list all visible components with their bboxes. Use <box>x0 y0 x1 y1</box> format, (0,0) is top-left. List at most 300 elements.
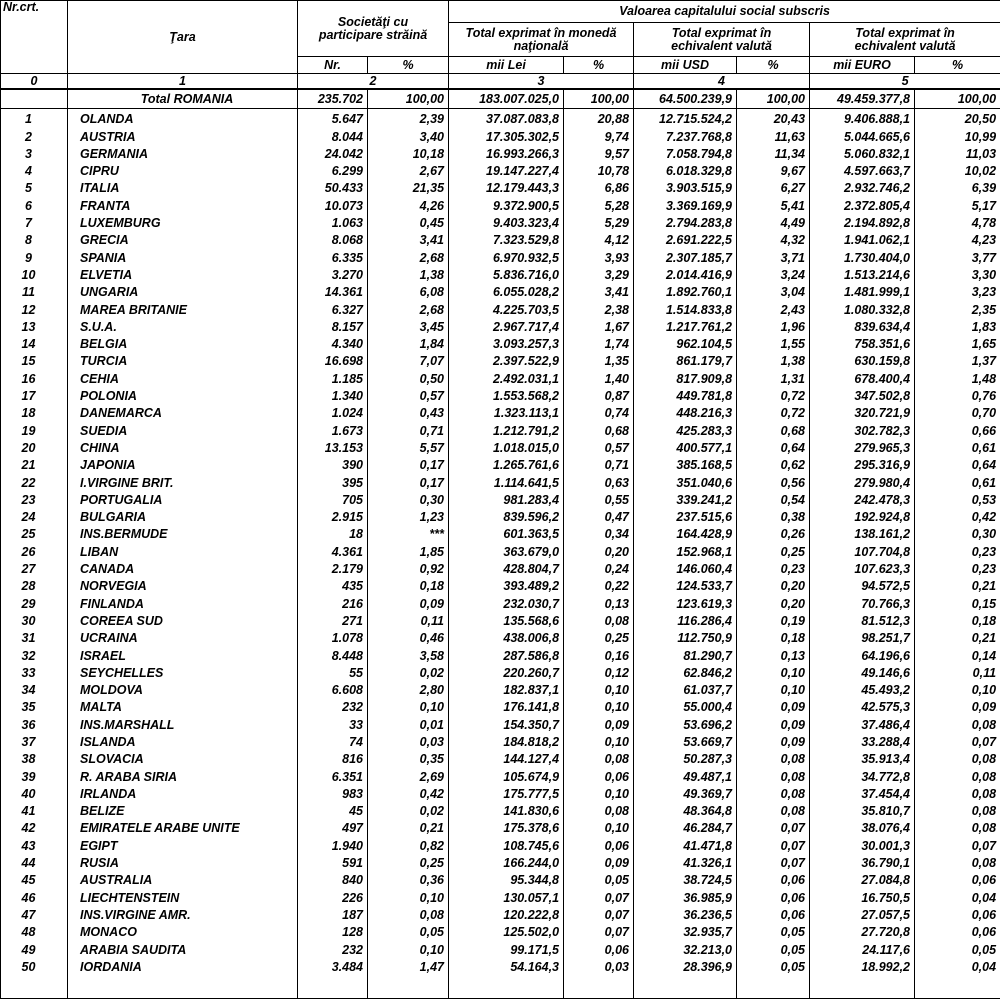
capital-usd-pct: 0,08 <box>737 749 810 766</box>
capital-lei-pct: 0,87 <box>564 386 634 403</box>
capital-euro: 36.790,1 <box>810 853 915 870</box>
companies-count: 6.608 <box>298 680 368 697</box>
capital-usd: 1.514.833,8 <box>634 299 737 316</box>
row-number: 49 <box>1 939 68 956</box>
capital-usd-pct: 0,20 <box>737 576 810 593</box>
table-row <box>1 438 1000 455</box>
row-number: 26 <box>1 541 68 558</box>
capital-usd-pct: 3,71 <box>737 247 810 264</box>
capital-euro: 33.288,4 <box>810 732 915 749</box>
capital-lei: 7.323.529,8 <box>449 230 564 247</box>
capital-lei-pct: 0,16 <box>564 645 634 662</box>
capital-lei: 4.225.703,5 <box>449 299 564 316</box>
capital-euro-pct: 0,21 <box>915 576 1000 593</box>
capital-usd-pct: 0,09 <box>737 732 810 749</box>
table-row <box>1 611 1000 628</box>
capital-lei-pct: 0,07 <box>564 922 634 939</box>
table-row <box>1 680 1000 697</box>
capital-euro-pct: 5,17 <box>915 195 1000 212</box>
capital-euro-pct: 10,99 <box>915 126 1000 143</box>
capital-usd-pct: 2,43 <box>737 299 810 316</box>
capital-lei: 1.553.568,2 <box>449 386 564 403</box>
capital-usd: 2.691.222,5 <box>634 230 737 247</box>
country-name: ARABIA SAUDITA <box>68 939 298 956</box>
capital-lei: 220.260,7 <box>449 663 564 680</box>
table-row <box>1 835 1000 852</box>
capital-usd-pct: 11,34 <box>737 144 810 161</box>
companies-count: 232 <box>298 939 368 956</box>
capital-lei: 105.674,9 <box>449 766 564 783</box>
capital-lei-pct: 3,41 <box>564 282 634 299</box>
row-number: 9 <box>1 247 68 264</box>
capital-euro: 5.044.665,6 <box>810 126 915 143</box>
country-name: EMIRATELE ARABE UNITE <box>68 818 298 835</box>
capital-euro: 107.623,3 <box>810 559 915 576</box>
table-row <box>1 299 1000 316</box>
companies-count: 1.340 <box>298 386 368 403</box>
capital-lei-pct: 1,67 <box>564 317 634 334</box>
table-row <box>1 351 1000 368</box>
companies-pct: 5,57 <box>368 438 449 455</box>
capital-usd: 81.290,7 <box>634 645 737 662</box>
row-number: 48 <box>1 922 68 939</box>
table-row <box>1 559 1000 576</box>
table-row <box>1 247 1000 264</box>
table-row <box>1 714 1000 731</box>
country-name: LIBAN <box>68 541 298 558</box>
capital-usd-pct: 3,24 <box>737 265 810 282</box>
country-name: IORDANIA <box>68 957 298 974</box>
companies-count: 6.335 <box>298 247 368 264</box>
capital-lei-pct: 0,10 <box>564 680 634 697</box>
capital-euro: 1.941.062,1 <box>810 230 915 247</box>
capital-usd: 7.058.794,8 <box>634 144 737 161</box>
capital-lei: 12.179.443,3 <box>449 178 564 195</box>
capital-usd: 425.283,3 <box>634 420 737 437</box>
companies-pct: 3,58 <box>368 645 449 662</box>
country-name: MALTA <box>68 697 298 714</box>
capital-euro-pct: 6,39 <box>915 178 1000 195</box>
row-number: 41 <box>1 801 68 818</box>
capital-lei-pct: 0,10 <box>564 784 634 801</box>
capital-lei: 37.087.083,8 <box>449 109 564 127</box>
capital-usd-pct: 0,05 <box>737 957 810 974</box>
capital-lei: 175.777,5 <box>449 784 564 801</box>
capital-euro-pct: 4,23 <box>915 230 1000 247</box>
capital-euro: 4.597.663,7 <box>810 161 915 178</box>
companies-pct: 2,80 <box>368 680 449 697</box>
capital-lei-pct: 9,57 <box>564 144 634 161</box>
capital-euro: 16.750,5 <box>810 887 915 904</box>
capital-usd: 53.696,2 <box>634 714 737 731</box>
companies-count: 18 <box>298 524 368 541</box>
capital-usd: 6.018.329,8 <box>634 161 737 178</box>
capital-lei-pct: 3,29 <box>564 265 634 282</box>
row-number: 13 <box>1 317 68 334</box>
companies-pct: 0,35 <box>368 749 449 766</box>
companies-count: 1.063 <box>298 213 368 230</box>
capital-usd: 112.750,9 <box>634 628 737 645</box>
companies-pct: 1,85 <box>368 541 449 558</box>
capital-euro: 38.076,4 <box>810 818 915 835</box>
table-row <box>1 213 1000 230</box>
total-row <box>1 89 1000 109</box>
companies-pct: 0,43 <box>368 403 449 420</box>
capital-usd-pct: 0,08 <box>737 784 810 801</box>
capital-lei-pct: 0,03 <box>564 957 634 974</box>
row-number: 36 <box>1 714 68 731</box>
capital-lei: 438.006,8 <box>449 628 564 645</box>
capital-lei-pct: 0,06 <box>564 835 634 852</box>
row-number: 50 <box>1 957 68 974</box>
companies-pct: 0,25 <box>368 853 449 870</box>
companies-pct: *** <box>368 524 449 541</box>
capital-usd: 28.396,9 <box>634 957 737 974</box>
capital-usd: 48.364,8 <box>634 801 737 818</box>
capital-lei-pct: 0,07 <box>564 887 634 904</box>
capital-lei-pct: 0,57 <box>564 438 634 455</box>
companies-count: 395 <box>298 472 368 489</box>
country-name: GERMANIA <box>68 144 298 161</box>
capital-usd-pct: 0,13 <box>737 645 810 662</box>
table-row <box>1 472 1000 489</box>
companies-pct: 0,08 <box>368 905 449 922</box>
country-name: FINLANDA <box>68 593 298 610</box>
companies-count: 1.185 <box>298 368 368 385</box>
companies-count: 6.351 <box>298 766 368 783</box>
header-societati: Societăţi cu participare străină <box>298 1 449 57</box>
row-number: 10 <box>1 265 68 282</box>
row-number: 30 <box>1 611 68 628</box>
capital-euro: 45.493,2 <box>810 680 915 697</box>
subheader-mii-euro: mii EURO <box>810 57 915 74</box>
capital-euro-pct: 0,64 <box>915 455 1000 472</box>
companies-pct: 0,10 <box>368 697 449 714</box>
capital-usd-pct: 1,31 <box>737 368 810 385</box>
companies-pct: 0,82 <box>368 835 449 852</box>
capital-euro-pct: 3,30 <box>915 265 1000 282</box>
capital-euro-pct: 0,14 <box>915 645 1000 662</box>
capital-usd: 351.040,6 <box>634 472 737 489</box>
companies-count: 3.484 <box>298 957 368 974</box>
capital-euro: 2.372.805,4 <box>810 195 915 212</box>
capital-lei-pct: 0,06 <box>564 766 634 783</box>
companies-count: 816 <box>298 749 368 766</box>
capital-euro: 1.080.332,8 <box>810 299 915 316</box>
row-number: 1 <box>1 109 68 127</box>
table-row <box>1 922 1000 939</box>
capital-usd-pct: 6,27 <box>737 178 810 195</box>
capital-usd: 237.515,6 <box>634 507 737 524</box>
capital-euro: 279.965,3 <box>810 438 915 455</box>
capital-lei-pct: 0,09 <box>564 714 634 731</box>
companies-count: 390 <box>298 455 368 472</box>
table-row <box>1 628 1000 645</box>
capital-lei: 144.127,4 <box>449 749 564 766</box>
capital-lei: 232.030,7 <box>449 593 564 610</box>
capital-euro-pct: 11,03 <box>915 144 1000 161</box>
capital-usd: 46.284,7 <box>634 818 737 835</box>
capital-lei: 135.568,6 <box>449 611 564 628</box>
capital-euro: 242.478,3 <box>810 490 915 507</box>
capital-usd: 53.669,7 <box>634 732 737 749</box>
country-name: SPANIA <box>68 247 298 264</box>
table-row <box>1 524 1000 541</box>
companies-pct: 0,10 <box>368 887 449 904</box>
capital-euro-pct: 3,23 <box>915 282 1000 299</box>
row-number: 17 <box>1 386 68 403</box>
capital-euro: 98.251,7 <box>810 628 915 645</box>
table-row <box>1 455 1000 472</box>
table-row <box>1 282 1000 299</box>
capital-usd-pct: 0,54 <box>737 490 810 507</box>
companies-pct: 3,45 <box>368 317 449 334</box>
row-number: 45 <box>1 870 68 887</box>
capital-lei: 99.171,5 <box>449 939 564 956</box>
capital-usd: 448.216,3 <box>634 403 737 420</box>
capital-lei: 175.378,6 <box>449 818 564 835</box>
capital-euro-pct: 10,02 <box>915 161 1000 178</box>
row-number: 4 <box>1 161 68 178</box>
capital-lei: 54.164,3 <box>449 957 564 974</box>
companies-pct: 0,18 <box>368 576 449 593</box>
capital-euro-pct: 0,08 <box>915 784 1000 801</box>
companies-pct: 0,36 <box>368 870 449 887</box>
row-number: 16 <box>1 368 68 385</box>
country-name: OLANDA <box>68 109 298 127</box>
capital-lei: 9.372.900,5 <box>449 195 564 212</box>
table-row <box>1 386 1000 403</box>
capital-euro-pct: 0,61 <box>915 472 1000 489</box>
companies-count: 1.940 <box>298 835 368 852</box>
capital-euro: 2.194.892,8 <box>810 213 915 230</box>
capital-usd: 146.060,4 <box>634 559 737 576</box>
capital-euro-pct: 0,08 <box>915 801 1000 818</box>
capital-euro: 630.159,8 <box>810 351 915 368</box>
capital-lei-pct: 0,25 <box>564 628 634 645</box>
capital-lei-pct: 6,86 <box>564 178 634 195</box>
country-name: BULGARIA <box>68 507 298 524</box>
companies-pct: 10,18 <box>368 144 449 161</box>
capital-euro-pct: 2,35 <box>915 299 1000 316</box>
capital-euro: 30.001,3 <box>810 835 915 852</box>
country-name: ITALIA <box>68 178 298 195</box>
companies-pct: 0,05 <box>368 922 449 939</box>
capital-usd: 123.619,3 <box>634 593 737 610</box>
row-number: 20 <box>1 438 68 455</box>
capital-usd-pct: 0,25 <box>737 541 810 558</box>
companies-count: 705 <box>298 490 368 507</box>
total-nr: 235.702 <box>298 89 368 109</box>
country-name: SUEDIA <box>68 420 298 437</box>
country-name: DANEMARCA <box>68 403 298 420</box>
row-number: 39 <box>1 766 68 783</box>
capital-euro-pct: 1,65 <box>915 334 1000 351</box>
capital-euro: 347.502,8 <box>810 386 915 403</box>
capital-usd: 1.217.761,2 <box>634 317 737 334</box>
capital-usd-pct: 1,55 <box>737 334 810 351</box>
subheader-pct: % <box>564 57 634 74</box>
capital-lei: 141.830,6 <box>449 801 564 818</box>
country-name: MONACO <box>68 922 298 939</box>
capital-euro-pct: 0,21 <box>915 628 1000 645</box>
capital-usd: 2.307.185,7 <box>634 247 737 264</box>
capital-lei: 17.305.302,5 <box>449 126 564 143</box>
table-row <box>1 420 1000 437</box>
capital-usd-pct: 20,43 <box>737 109 810 127</box>
capital-usd: 61.037,7 <box>634 680 737 697</box>
table-row <box>1 749 1000 766</box>
capital-lei-pct: 0,63 <box>564 472 634 489</box>
capital-lei-pct: 0,08 <box>564 749 634 766</box>
capital-lei-pct: 1,40 <box>564 368 634 385</box>
capital-usd-pct: 0,06 <box>737 887 810 904</box>
companies-pct: 2,69 <box>368 766 449 783</box>
capital-euro: 1.730.404,0 <box>810 247 915 264</box>
table-row <box>1 334 1000 351</box>
capital-lei-pct: 0,13 <box>564 593 634 610</box>
country-name: FRANTA <box>68 195 298 212</box>
companies-count: 1.024 <box>298 403 368 420</box>
capital-euro-pct: 0,30 <box>915 524 1000 541</box>
capital-lei: 176.141,8 <box>449 697 564 714</box>
companies-count: 6.299 <box>298 161 368 178</box>
capital-lei-pct: 1,35 <box>564 351 634 368</box>
subheader-pct: % <box>737 57 810 74</box>
capital-usd-pct: 0,10 <box>737 663 810 680</box>
capital-usd-pct: 1,38 <box>737 351 810 368</box>
capital-usd: 32.935,7 <box>634 922 737 939</box>
capital-usd: 3.903.515,9 <box>634 178 737 195</box>
row-number: 8 <box>1 230 68 247</box>
row-number: 40 <box>1 784 68 801</box>
companies-pct: 0,09 <box>368 593 449 610</box>
companies-pct: 3,40 <box>368 126 449 143</box>
row-number: 43 <box>1 835 68 852</box>
capital-usd: 41.471,8 <box>634 835 737 852</box>
index-cell: 2 <box>298 74 449 90</box>
country-name: SLOVACIA <box>68 749 298 766</box>
companies-count: 983 <box>298 784 368 801</box>
capital-euro: 37.454,4 <box>810 784 915 801</box>
capital-usd-pct: 0,06 <box>737 870 810 887</box>
capital-lei: 166.244,0 <box>449 853 564 870</box>
capital-lei: 154.350,7 <box>449 714 564 731</box>
companies-pct: 0,50 <box>368 368 449 385</box>
capital-euro-pct: 0,04 <box>915 887 1000 904</box>
row-number: 25 <box>1 524 68 541</box>
capital-usd-pct: 0,68 <box>737 420 810 437</box>
capital-usd-pct: 4,32 <box>737 230 810 247</box>
country-name: CIPRU <box>68 161 298 178</box>
capital-lei: 125.502,0 <box>449 922 564 939</box>
capital-usd-pct: 0,07 <box>737 853 810 870</box>
row-number: 15 <box>1 351 68 368</box>
table-row <box>1 784 1000 801</box>
country-name: SEYCHELLES <box>68 663 298 680</box>
total-lei: 183.007.025,0 <box>449 89 564 109</box>
companies-count: 5.647 <box>298 109 368 127</box>
row-number: 29 <box>1 593 68 610</box>
row-number: 28 <box>1 576 68 593</box>
capital-lei-pct: 3,93 <box>564 247 634 264</box>
companies-count: 232 <box>298 697 368 714</box>
row-number: 6 <box>1 195 68 212</box>
capital-euro: 192.924,8 <box>810 507 915 524</box>
capital-euro-pct: 0,53 <box>915 490 1000 507</box>
country-name: GRECIA <box>68 230 298 247</box>
capital-euro-pct: 0,23 <box>915 559 1000 576</box>
table-row <box>1 957 1000 974</box>
row-number: 37 <box>1 732 68 749</box>
capital-usd: 55.000,4 <box>634 697 737 714</box>
capital-euro: 279.980,4 <box>810 472 915 489</box>
companies-pct: 21,35 <box>368 178 449 195</box>
capital-usd: 2.794.283,8 <box>634 213 737 230</box>
country-name: ISLANDA <box>68 732 298 749</box>
companies-pct: 2,68 <box>368 299 449 316</box>
row-number: 34 <box>1 680 68 697</box>
capital-usd: 62.846,2 <box>634 663 737 680</box>
capital-usd: 49.369,7 <box>634 784 737 801</box>
table-row <box>1 126 1000 143</box>
table-row <box>1 195 1000 212</box>
capital-usd-pct: 0,18 <box>737 628 810 645</box>
capital-usd: 41.326,1 <box>634 853 737 870</box>
country-name: EGIPT <box>68 835 298 852</box>
capital-lei: 287.586,8 <box>449 645 564 662</box>
companies-count: 128 <box>298 922 368 939</box>
row-number: 42 <box>1 818 68 835</box>
row-number: 21 <box>1 455 68 472</box>
row-number: 18 <box>1 403 68 420</box>
capital-usd-pct: 0,05 <box>737 922 810 939</box>
row-number: 19 <box>1 420 68 437</box>
index-cell: 4 <box>634 74 810 90</box>
country-name: CHINA <box>68 438 298 455</box>
capital-euro: 27.057,5 <box>810 905 915 922</box>
companies-count: 8.068 <box>298 230 368 247</box>
table-bottom-border <box>1 974 1000 999</box>
table-row <box>1 109 1000 127</box>
capital-usd-pct: 1,96 <box>737 317 810 334</box>
capital-euro-pct: 0,06 <box>915 870 1000 887</box>
capital-euro-pct: 0,07 <box>915 732 1000 749</box>
row-number: 5 <box>1 178 68 195</box>
country-name: BELIZE <box>68 801 298 818</box>
capital-lei: 120.222,8 <box>449 905 564 922</box>
companies-count: 216 <box>298 593 368 610</box>
country-name: UCRAINA <box>68 628 298 645</box>
companies-count: 10.073 <box>298 195 368 212</box>
capital-euro: 320.721,9 <box>810 403 915 420</box>
capital-usd-pct: 9,67 <box>737 161 810 178</box>
total-label: Total ROMANIA <box>68 89 298 109</box>
table-row <box>1 161 1000 178</box>
capital-euro-pct: 1,48 <box>915 368 1000 385</box>
capital-lei: 839.596,2 <box>449 507 564 524</box>
capital-euro-pct: 0,76 <box>915 386 1000 403</box>
capital-euro-pct: 0,10 <box>915 680 1000 697</box>
companies-count: 24.042 <box>298 144 368 161</box>
table-row <box>1 905 1000 922</box>
capital-euro-pct: 4,78 <box>915 213 1000 230</box>
capital-euro: 107.704,8 <box>810 541 915 558</box>
capital-lei: 19.147.227,4 <box>449 161 564 178</box>
companies-count: 2.915 <box>298 507 368 524</box>
capital-usd-pct: 0,09 <box>737 714 810 731</box>
capital-euro: 70.766,3 <box>810 593 915 610</box>
